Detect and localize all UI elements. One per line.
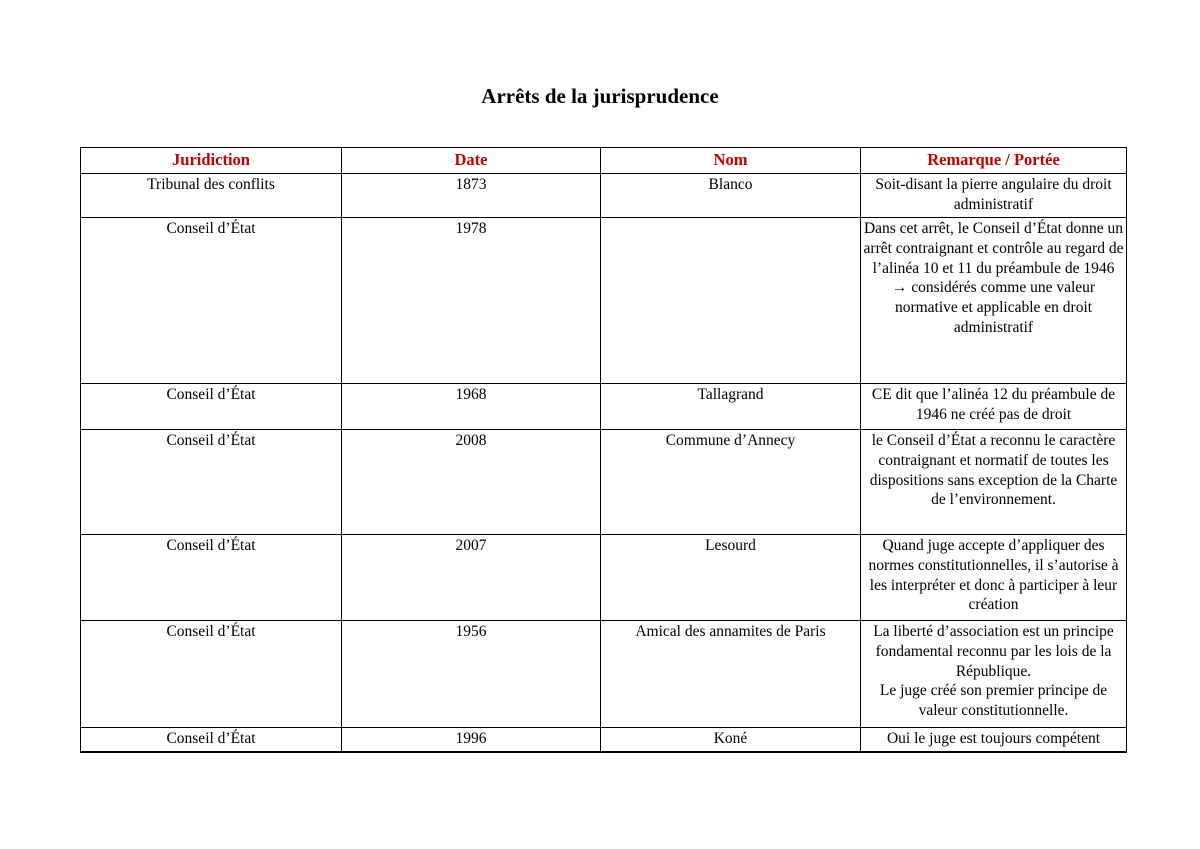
cell-juridiction: Conseil d’État <box>81 621 342 728</box>
header-date: Date <box>342 148 601 174</box>
cell-juridiction: Conseil d’État <box>81 384 342 430</box>
cell-nom: Amical des annamites de Paris <box>601 621 861 728</box>
table-row <box>81 621 1127 728</box>
header-juridiction: Juridiction <box>81 148 342 174</box>
cell-juridiction: Tribunal des conflits <box>81 174 342 218</box>
jurisprudence-table <box>80 147 1127 753</box>
cell-nom: Commune d’Annecy <box>601 430 861 535</box>
cell-date: 1956 <box>342 621 601 728</box>
cell-juridiction: Conseil d’État <box>81 218 342 384</box>
table-row <box>81 174 1127 218</box>
header-nom: Nom <box>601 148 861 174</box>
table-row <box>81 535 1127 621</box>
cell-remarque: le Conseil d’État a reconnu le caractère contraignant et normatif de toutes les dispositions sans exception de la Charte de l’environnement. <box>861 430 1127 535</box>
cell-juridiction: Conseil d’État <box>81 430 342 535</box>
cell-juridiction: Conseil d’État <box>81 728 342 752</box>
cell-juridiction: Conseil d’État <box>81 535 342 621</box>
cell-remarque: Dans cet arrêt, le Conseil d’État donne un arrêt contraignant et contrôle au regard de l’alinéa 10 et 11 du préambule de 1946 → considérés comme une valeur normative et applicable en droit administratif <box>861 218 1127 384</box>
cell-date: 1996 <box>342 728 601 752</box>
table-row <box>81 430 1127 535</box>
cell-remarque: Soit-disant la pierre angulaire du droit administratif <box>861 174 1127 218</box>
page-title: Arrêts de la jurisprudence <box>481 84 719 108</box>
table-header-row <box>81 148 1127 174</box>
table-row <box>81 728 1127 752</box>
cell-nom: Blanco <box>601 174 861 218</box>
cell-remarque: La liberté d’association est un principe fondamental reconnu par les lois de la République. Le juge créé son premier principe de valeur constitutionnelle. <box>861 621 1127 728</box>
cell-remarque: Quand juge accepte d’appliquer des normes constitutionnelles, il s’autorise à les interpréter et donc à participer à leur création <box>861 535 1127 621</box>
cell-date: 1873 <box>342 174 601 218</box>
header-remarque: Remarque / Portée <box>861 148 1127 174</box>
cell-remarque: CE dit que l’alinéa 12 du préambule de 1946 ne créé pas de droit <box>861 384 1127 430</box>
cell-date: 2008 <box>342 430 601 535</box>
table-row <box>81 384 1127 430</box>
cell-nom: Koné <box>601 728 861 752</box>
cell-nom: Lesourd <box>601 535 861 621</box>
cell-remarque: Oui le juge est toujours compétent <box>861 728 1127 752</box>
cell-nom <box>601 218 861 384</box>
table-row <box>81 218 1127 384</box>
cell-date: 2007 <box>342 535 601 621</box>
cell-date: 1978 <box>342 218 601 384</box>
cell-nom: Tallagrand <box>601 384 861 430</box>
cell-date: 1968 <box>342 384 601 430</box>
